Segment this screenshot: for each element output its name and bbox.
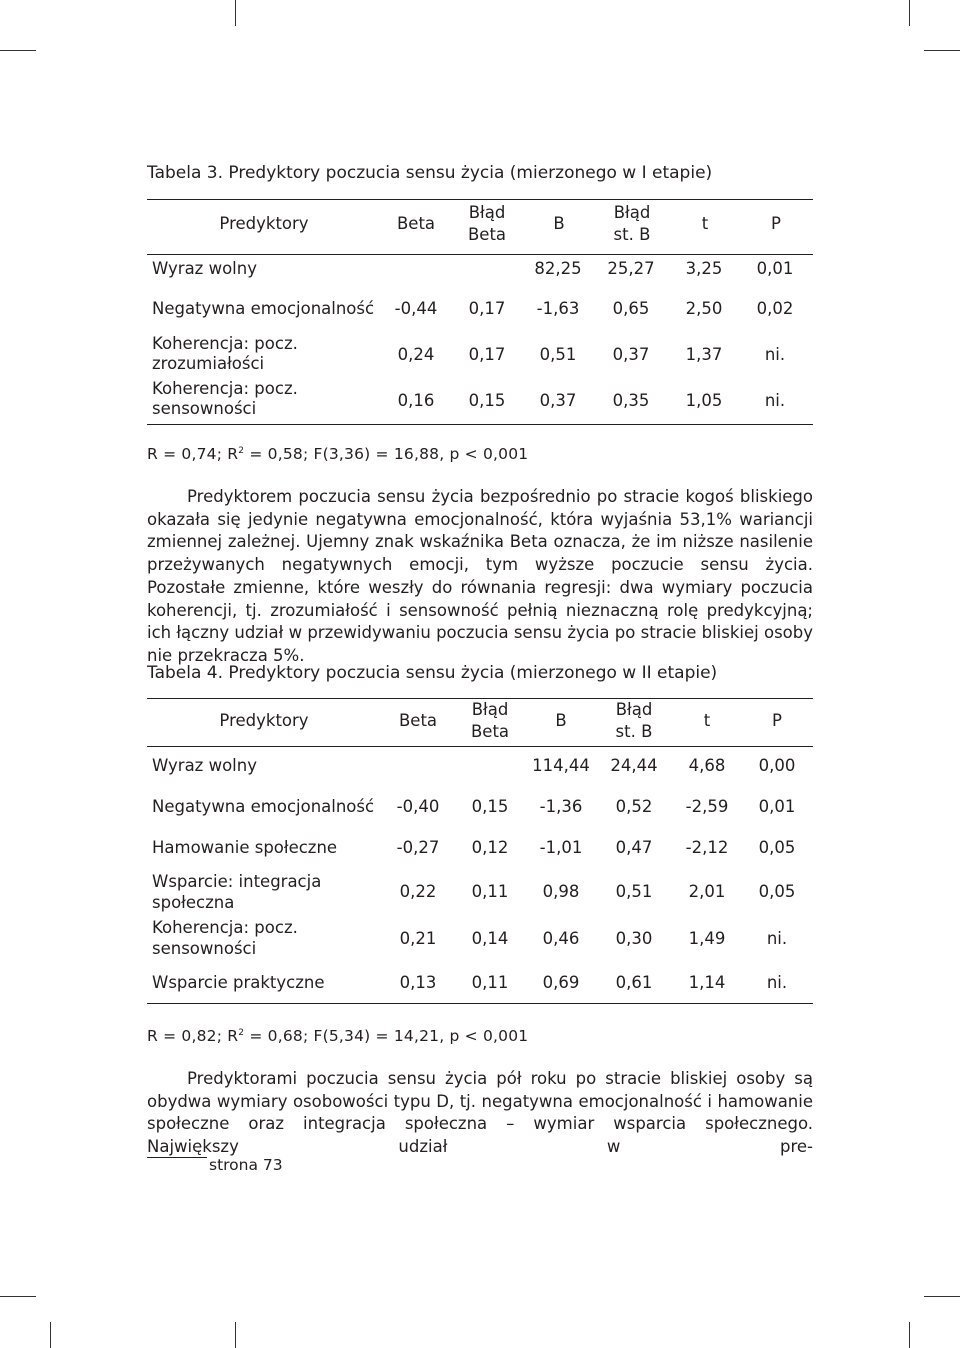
table3-header-blad3: Błąd xyxy=(613,203,651,222)
cell-b: 114,44 xyxy=(532,756,590,775)
cell-p: 0,00 xyxy=(758,756,796,775)
cell-b: 0,46 xyxy=(542,929,580,948)
row-label-line1: Wsparcie: integracja xyxy=(152,872,322,891)
table4-bottom-rule xyxy=(147,1003,813,1004)
table4-header-t: t xyxy=(703,711,711,730)
crop-mark xyxy=(924,1296,960,1297)
cell-p: 0,05 xyxy=(758,882,796,901)
cell-t: 1,14 xyxy=(688,973,726,992)
cell-b: 0,37 xyxy=(539,391,577,410)
cell-p: ni. xyxy=(764,391,786,410)
crop-mark xyxy=(924,50,960,51)
body-paragraph-2: Predyktorami poczucia sensu życia pół roku po stracie bliskiej osoby są obydwa wymiary osobowości typu D, tj. negatywna emocjonalność i hamowanie społeczne oraz integracja społeczna – wymiar wsparcia społecznego. Największy udział w pre- xyxy=(147,1069,813,1157)
cell-beta: -0,44 xyxy=(394,299,438,318)
cell-beta: 0,13 xyxy=(399,973,437,992)
table4-header-rule xyxy=(147,746,813,747)
cell-blad-beta: 0,17 xyxy=(468,345,506,364)
cell-t: 1,37 xyxy=(685,345,723,364)
page-number: strona 73 xyxy=(209,1156,283,1174)
cell-blad-beta: 0,15 xyxy=(471,797,509,816)
cell-t: 4,68 xyxy=(688,756,726,775)
cell-st-b: 0,52 xyxy=(615,797,653,816)
row-label-line1: Koherencja: pocz. xyxy=(152,334,298,353)
cell-st-b: 25,27 xyxy=(607,259,655,278)
cell-blad-beta: 0,14 xyxy=(471,929,509,948)
cell-b: -1,01 xyxy=(539,838,583,857)
cell-blad-beta: 0,17 xyxy=(468,299,506,318)
cell-t: -2,12 xyxy=(685,838,729,857)
row-label: Negatywna emocjonalność xyxy=(152,797,375,816)
cell-p: ni. xyxy=(766,973,788,992)
table3-header-p: P xyxy=(771,214,781,233)
table3-top-rule xyxy=(147,199,813,200)
cell-b: -1,36 xyxy=(539,797,583,816)
table3-header-rule xyxy=(147,254,813,255)
row-label: Negatywna emocjonalność xyxy=(152,299,375,318)
crop-mark xyxy=(235,0,236,26)
table4-header-blad-beta xyxy=(471,699,509,743)
crop-mark xyxy=(50,1322,51,1348)
cell-beta: 0,24 xyxy=(397,345,435,364)
cell-blad-beta: 0,15 xyxy=(468,391,506,410)
row-label: Hamowanie społeczne xyxy=(152,838,338,857)
table4-header-beta2: Beta xyxy=(470,722,510,741)
row-label: Wsparcie praktyczne xyxy=(152,973,325,992)
row-label-line2: sensowności xyxy=(152,399,257,418)
cell-b: 82,25 xyxy=(534,259,582,278)
row-label-line1: Koherencja: pocz. xyxy=(152,918,298,937)
table3-header-blad-beta xyxy=(468,202,506,246)
table3-stats: R = 0,74; $R^2 = 0,58$; F(3,36) = 16,88, p < 0,001 xyxy=(147,445,529,463)
cell-st-b: 0,51 xyxy=(615,882,653,901)
crop-mark xyxy=(909,1322,910,1348)
row-label-line2: społeczna xyxy=(152,893,235,912)
table3-header-blad-st-b xyxy=(614,202,651,246)
table4-header-st-b: st. B xyxy=(615,722,653,741)
table3-header-beta2: Beta xyxy=(467,225,507,244)
row-label-line2: sensowności xyxy=(152,939,257,958)
cell-beta: 0,16 xyxy=(397,391,435,410)
table4-header-blad3: Błąd xyxy=(615,700,653,719)
table3-header-beta: Beta xyxy=(396,214,436,233)
footer-rule xyxy=(147,1157,207,1158)
table4-header-blad: Błąd xyxy=(471,700,509,719)
cell-b: 0,98 xyxy=(542,882,580,901)
table3-header-b: B xyxy=(553,214,565,233)
cell-blad-beta: 0,11 xyxy=(471,882,509,901)
cell-b: -1,63 xyxy=(536,299,580,318)
row-label xyxy=(152,871,321,913)
table4-header-predyktory: Predyktory xyxy=(219,711,309,730)
cell-t: 1,49 xyxy=(688,929,726,948)
table3-bottom-rule xyxy=(147,424,813,425)
row-label xyxy=(152,334,298,374)
cell-p: 0,02 xyxy=(756,299,794,318)
crop-mark xyxy=(0,1296,36,1297)
cell-beta: -0,40 xyxy=(396,797,440,816)
cell-p: ni. xyxy=(766,929,788,948)
cell-beta: 0,22 xyxy=(399,882,437,901)
cell-st-b: 24,44 xyxy=(610,756,658,775)
row-label-line2: zrozumiałości xyxy=(152,354,265,373)
table3-header-blad: Błąd xyxy=(468,203,506,222)
table4-header-blad-st-b xyxy=(616,699,653,743)
cell-st-b: 0,37 xyxy=(612,345,650,364)
cell-p: 0,01 xyxy=(758,797,796,816)
cell-blad-beta: 0,11 xyxy=(471,973,509,992)
cell-blad-beta: 0,12 xyxy=(471,838,509,857)
body-paragraph-1: Predyktorem poczucia sensu życia bezpośrednio po stracie kogoś bliskiego okazała się jedynie negatywna emocjonalność, która wyjaśnia 53,1% wariancji zmiennej zależnej. Ujemny znak wskaźnika Beta oznacza, że im niższe nasilenie przeżywanych negatywnych emocji, tym wyższe poczucie sensu życia. Pozostałe zmienne, które weszły do równania regresji: dwa wymiary poczucia koherencji, tj. zrozumiałość i sensowność pełnią nieznaczną rolę predykcyjną; ich łączny udział w przewidywaniu poczucia sensu życia po stracie bliskiej osoby nie przekracza 5%. xyxy=(147,487,813,665)
crop-mark xyxy=(909,0,910,26)
cell-p: 0,05 xyxy=(758,838,796,857)
cell-st-b: 0,35 xyxy=(612,391,650,410)
cell-t: 3,25 xyxy=(685,259,723,278)
table4-stats: R = 0,82; $R^2 = 0,68$; F(5,34) = 14,21, p < 0,001 xyxy=(147,1027,529,1045)
cell-b: 0,51 xyxy=(539,345,577,364)
cell-beta: -0,27 xyxy=(396,838,440,857)
cell-t: -2,59 xyxy=(685,797,729,816)
cell-t: 2,50 xyxy=(685,299,723,318)
table3-header-st-b: st. B xyxy=(613,225,651,244)
row-label xyxy=(152,379,298,419)
cell-st-b: 0,61 xyxy=(615,973,653,992)
table4-header-p: P xyxy=(772,711,782,730)
cell-p: ni. xyxy=(764,345,786,364)
cell-beta: 0,21 xyxy=(399,929,437,948)
row-label: Wyraz wolny xyxy=(152,756,257,775)
cell-st-b: 0,65 xyxy=(612,299,650,318)
cell-st-b: 0,30 xyxy=(615,929,653,948)
cell-t: 1,05 xyxy=(685,391,723,410)
table3-header-t: t xyxy=(701,214,709,233)
row-label: Wyraz wolny xyxy=(152,259,257,278)
cell-p: 0,01 xyxy=(756,259,794,278)
table3-header-predyktory: Predyktory xyxy=(219,214,309,233)
cell-b: 0,69 xyxy=(542,973,580,992)
table3-caption: Tabela 3. Predyktory poczucia sensu życia (mierzonego w I etapie) xyxy=(147,163,713,183)
table4 xyxy=(147,698,813,1004)
cell-st-b: 0,47 xyxy=(615,838,653,857)
table4-header-b: B xyxy=(555,711,567,730)
table3 xyxy=(147,199,813,425)
row-label xyxy=(152,917,298,959)
row-label-line1: Koherencja: pocz. xyxy=(152,379,298,398)
crop-mark xyxy=(235,1322,236,1348)
table4-caption: Tabela 4. Predyktory poczucia sensu życia (mierzonego w II etapie) xyxy=(147,663,718,683)
table4-header-beta: Beta xyxy=(398,711,438,730)
crop-mark xyxy=(0,50,36,51)
cell-t: 2,01 xyxy=(688,882,726,901)
